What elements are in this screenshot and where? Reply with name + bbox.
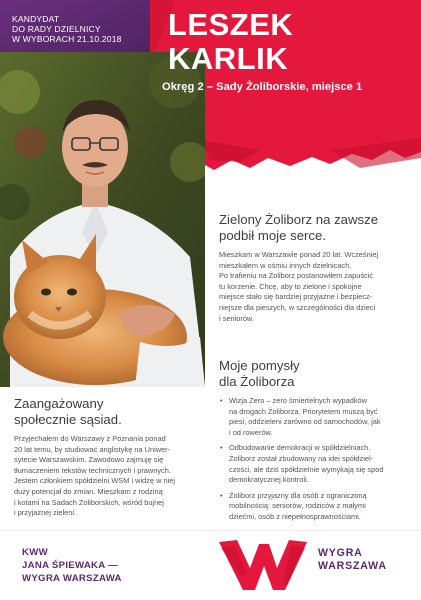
body-line: duży potencjał do zmian. Mieszkam z rodziną bbox=[14, 486, 163, 496]
logo-wordmark bbox=[318, 547, 418, 573]
body-line: mieszkałem w ośmiu innych dzielnicach. bbox=[219, 260, 352, 270]
heading-line: społecznie sąsiad. bbox=[14, 412, 122, 427]
candidate-kicker bbox=[12, 14, 152, 44]
item-line: demokratycznej kontroli. bbox=[229, 475, 309, 485]
item-line: piesi, oddzieleni zarówno od samochodów, jak bbox=[229, 417, 381, 427]
section-body-love bbox=[219, 250, 415, 324]
kicker-line: DO RADY DZIELNICY bbox=[12, 24, 101, 34]
item-line: Żoliborz został zbudowany na idei spółdziel- bbox=[229, 453, 374, 463]
section-heading-ideas bbox=[219, 358, 414, 390]
body-line: i seniorów. bbox=[219, 313, 254, 323]
bullet-icon: • bbox=[220, 443, 223, 453]
section-heading-engaged bbox=[14, 396, 204, 428]
body-line: sytecie Warszawskim. Zawodowo zajmuję się bbox=[14, 455, 164, 465]
item-line: Żoliborz przyjazny dla osób z ograniczoną bbox=[229, 490, 367, 500]
footer-divider bbox=[0, 530, 421, 531]
ideas-list bbox=[219, 396, 415, 528]
item-line: Odbudowanie demokracji w spółdzielniach. bbox=[229, 443, 371, 453]
heading-line: Zielony Żoliborz na zawsze bbox=[219, 212, 379, 227]
body-line: Jestem członkiem spółdzielni WSM i widzę w niej bbox=[14, 476, 176, 486]
heading-line: Zaangażowany bbox=[14, 396, 104, 411]
logo-line: WYGRA bbox=[318, 547, 363, 559]
candidate-name bbox=[168, 8, 408, 76]
kicker-line: W WYBORACH 21.10.2018 bbox=[12, 34, 122, 44]
district-label: Okręg 2 – Sady Żoliborskie, miejsce 1 bbox=[162, 81, 363, 93]
body-line: tłumaczeniem tekstów technicznych i prawnych. bbox=[14, 465, 171, 475]
bullet-icon: • bbox=[220, 490, 223, 500]
heading-line: dla Żoliborza bbox=[219, 374, 295, 389]
committee-line: WYGRA WARSZAWA bbox=[22, 573, 122, 584]
body-line: 20 lat temu, by studiować anglistykę na Uniwer- bbox=[14, 444, 171, 454]
item-line: czości, ale dziś spółdzielnie wymykają się spod bbox=[229, 464, 384, 474]
item-line: dziećmi, osób z niepełnosprawnościami. bbox=[229, 511, 361, 521]
item-line: i od rowerów. bbox=[229, 427, 273, 437]
body-line: miejsce stało się bardziej przyjazne i bezpiecz- bbox=[219, 292, 373, 302]
ideas-list-item bbox=[219, 443, 415, 485]
logo-line: WARSZAWA bbox=[318, 560, 387, 572]
body-line: i przyjaznej zieleni. bbox=[14, 508, 77, 518]
body-line: i kotami na Sadach Żoliborskich, wśród bujnej bbox=[14, 497, 164, 507]
kicker-line: KANDYDAT bbox=[12, 14, 60, 24]
section-heading-love bbox=[219, 212, 414, 244]
item-line: mobilnością: seniorów, rodziców z małymi bbox=[229, 501, 366, 511]
heading-line: podbił moje serce. bbox=[219, 228, 327, 243]
item-line: na drogach Żoliborza. Priorytetem muszą być bbox=[229, 406, 378, 416]
election-committee bbox=[22, 546, 192, 585]
body-line: niejsze dla pieszych, w szczególności dla dzieci bbox=[219, 302, 376, 312]
bullet-icon: • bbox=[220, 396, 223, 405]
heading-line: Moje pomysły bbox=[219, 358, 300, 373]
body-line: Po trafieniu na Żoliborz postanowiłem zapuścić bbox=[219, 271, 374, 281]
committee-line: JANA ŚPIEWAKA — bbox=[22, 560, 119, 571]
w-brushstroke-logo-icon bbox=[217, 536, 309, 592]
body-line: tu korzenie. Chcę, aby to zielone i spokojne bbox=[219, 281, 362, 291]
body-line: Przyjechałem do Warszawy z Poznania ponad bbox=[14, 434, 166, 443]
candidate-name-line: KARLIK bbox=[168, 41, 289, 76]
candidate-name-line: LESZEK bbox=[168, 7, 294, 42]
section-body-engaged bbox=[14, 434, 209, 519]
ideas-list-item bbox=[219, 491, 415, 523]
committee-line: KWW bbox=[22, 547, 48, 558]
item-line: Wizja Zero – zero śmiertelnych wypadków bbox=[229, 396, 368, 405]
candidate-photo bbox=[0, 52, 205, 387]
ideas-list-item bbox=[219, 396, 415, 438]
body-line: Mieszkam w Warszawie ponad 20 lat. Wcześniej bbox=[219, 250, 379, 259]
